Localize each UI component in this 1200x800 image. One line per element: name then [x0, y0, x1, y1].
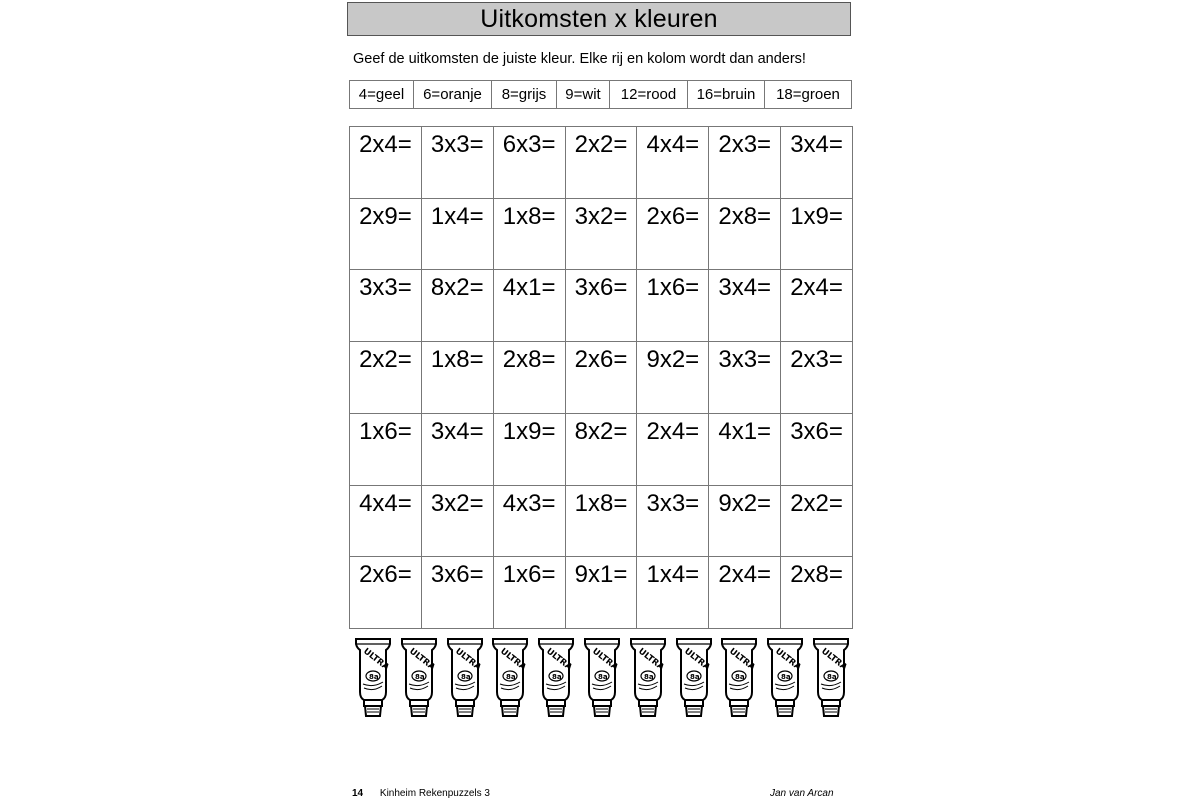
tube-number-label: 8a [597, 673, 608, 681]
grid-cell[interactable]: 2x2= [350, 342, 422, 414]
paint-tube-icon [535, 636, 577, 720]
grid-cell[interactable]: 1x8= [494, 199, 566, 271]
grid-cell[interactable]: 3x3= [637, 486, 709, 558]
tube-number-label: 8a [689, 673, 700, 681]
tube-brand-label: ULTRA [498, 646, 529, 673]
tube-brand-label: ULTRA [635, 646, 666, 673]
legend-item: 6=oranje [414, 81, 492, 108]
tube-number-label: 8a [369, 673, 379, 681]
paint-tube-icon [810, 636, 852, 720]
grid-cell[interactable]: 2x4= [709, 557, 781, 629]
grid-cell[interactable]: 3x4= [422, 414, 494, 486]
tube-number-label: 8a [781, 673, 791, 681]
grid-cell[interactable]: 4x4= [637, 127, 709, 199]
grid-cell[interactable]: 1x8= [566, 486, 638, 558]
grid-cell[interactable]: 6x3= [494, 127, 566, 199]
grid-cell[interactable]: 2x2= [781, 486, 853, 558]
grid-cell[interactable]: 2x4= [350, 127, 422, 199]
tube-brand-label: ULTRA [819, 646, 849, 673]
grid-cell[interactable]: 3x3= [350, 270, 422, 342]
paint-tube-icon [581, 636, 623, 720]
grid-cell[interactable]: 2x3= [709, 127, 781, 199]
grid-cell[interactable]: 2x8= [781, 557, 853, 629]
legend-item: 9=wit [557, 81, 610, 108]
grid-cell[interactable]: 2x2= [566, 127, 638, 199]
page-title: Uitkomsten x kleuren [347, 2, 851, 36]
tube-number-label: 8a [460, 673, 471, 681]
tube-brand-label: ULTRA [361, 646, 391, 673]
grid-cell[interactable]: 4x3= [494, 486, 566, 558]
grid-cell[interactable]: 9x2= [709, 486, 781, 558]
grid-cell[interactable]: 8x2= [422, 270, 494, 342]
legend-item: 4=geel [350, 81, 414, 108]
grid-cell[interactable]: 3x2= [422, 486, 494, 558]
paint-tube-icon [489, 636, 531, 720]
footer-left [352, 788, 490, 799]
tube-brand-label: ULTRA [406, 646, 437, 673]
grid-cell[interactable]: 2x4= [781, 270, 853, 342]
grid-cell[interactable]: 3x6= [566, 270, 638, 342]
grid-cell[interactable]: 2x8= [709, 199, 781, 271]
grid-cell[interactable]: 3x4= [709, 270, 781, 342]
grid-cell[interactable]: 2x6= [637, 199, 709, 271]
grid-cell[interactable]: 1x9= [494, 414, 566, 486]
grid-cell[interactable]: 1x6= [494, 557, 566, 629]
grid-cell[interactable]: 2x8= [494, 342, 566, 414]
grid-cell[interactable]: 1x6= [637, 270, 709, 342]
multiplication-grid [349, 126, 853, 629]
grid-cell[interactable]: 2x3= [781, 342, 853, 414]
legend-item: 8=grijs [492, 81, 557, 108]
grid-cell[interactable]: 2x9= [350, 199, 422, 271]
paint-tube-icon [398, 636, 440, 720]
paint-tube-icon [718, 636, 760, 720]
grid-cell[interactable]: 8x2= [566, 414, 638, 486]
grid-cell[interactable]: 2x6= [350, 557, 422, 629]
tube-brand-label: ULTRA [681, 646, 712, 673]
tube-number-label: 8a [552, 673, 562, 681]
legend-item: 12=rood [610, 81, 688, 108]
page-number: 14 [352, 788, 364, 799]
legend-item: 18=groen [776, 86, 840, 103]
paint-tube-icon [627, 636, 669, 720]
legend-item: 16=bruin [688, 81, 765, 108]
tube-number-label: 8a [643, 673, 654, 681]
paint-tube-icon [764, 636, 806, 720]
grid-cell[interactable]: 1x4= [637, 557, 709, 629]
book-title: Kinheim Rekenpuzzels 3 [379, 788, 490, 799]
paint-tube-row [352, 636, 852, 720]
tube-brand-label: ULTRA [727, 646, 758, 673]
grid-cell[interactable]: 9x1= [566, 557, 638, 629]
color-legend [349, 80, 852, 109]
author-name: Jan van Arcan [770, 788, 834, 799]
tube-brand-label: ULTRA [452, 646, 483, 673]
grid-cell[interactable]: 1x6= [350, 414, 422, 486]
grid-cell[interactable]: 3x3= [422, 127, 494, 199]
tube-number-label: 8a [735, 673, 745, 681]
grid-cell[interactable]: 4x1= [494, 270, 566, 342]
grid-cell[interactable]: 4x1= [709, 414, 781, 486]
grid-cell[interactable]: 3x6= [422, 557, 494, 629]
paint-tube-icon [352, 636, 394, 720]
tube-brand-label: ULTRA [544, 646, 575, 673]
tube-number-label: 8a [506, 673, 516, 681]
grid-cell[interactable]: 9x2= [637, 342, 709, 414]
grid-cell[interactable]: 3x6= [781, 414, 853, 486]
grid-cell[interactable]: 3x2= [566, 199, 638, 271]
grid-cell[interactable]: 3x3= [709, 342, 781, 414]
instruction-text: Geef de uitkomsten de juiste kleur. Elke rij en kolom wordt dan anders! [353, 51, 806, 67]
tube-brand-label: ULTRA [590, 646, 620, 673]
grid-cell[interactable]: 1x9= [781, 199, 853, 271]
paint-tube-icon [444, 636, 486, 720]
paint-tube-icon [673, 636, 715, 720]
tube-number-label: 8a [826, 673, 837, 681]
grid-cell[interactable]: 4x4= [350, 486, 422, 558]
grid-cell[interactable]: 2x6= [566, 342, 638, 414]
tube-brand-label: ULTRA [773, 646, 803, 673]
grid-cell[interactable]: 1x8= [422, 342, 494, 414]
grid-cell[interactable]: 1x4= [422, 199, 494, 271]
tube-number-label: 8a [414, 673, 425, 681]
grid-cell[interactable]: 3x4= [781, 127, 853, 199]
grid-cell[interactable]: 2x4= [637, 414, 709, 486]
